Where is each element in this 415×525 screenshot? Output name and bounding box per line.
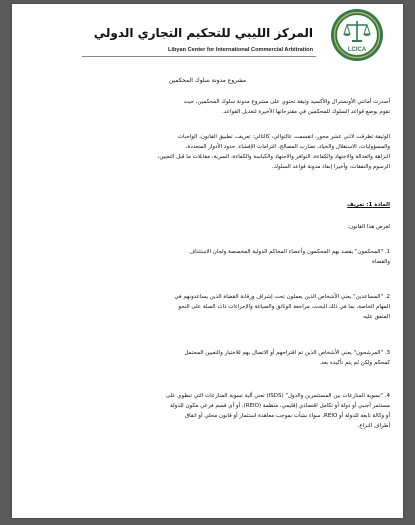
header-divider (82, 56, 316, 57)
text-line: 1. "المحكمون" يقصد بهم المحكمون وأعضاء المحاكم الدولية المخصصة ولجان الاستئناف (189, 249, 390, 255)
text-line: أو وكالة تابعة للدولة أو REIO، سواء نشأت بموجب معاهدة استثمار أو قانون محلي أو اتفاق (184, 413, 390, 419)
text-line: 4. "تسوية المنازعات بين المستثمرين والدول" (ISDS) تعني آلية تسوية المنازعات التي تنطوي على (165, 393, 390, 399)
text-line: الوثيقة تطرقت لاثني عشر محور، انقسمت عالتوالي، كالتالي: تعريف، تطبيق القانون، الواجبات (177, 134, 390, 140)
definition-item-3 (26, 348, 390, 368)
text-line: 2. "المساعدين" يعني الأشخاص الذين يعملون تحت إشراف ورقابة القضاة الذين يساعدونهم في (174, 294, 390, 300)
text-line: تقوم بوضع قواعد السلوك للمحكمين في مقترحاتها الأخيرة لتعديل القواعد. (222, 109, 390, 115)
text-line: مستثمر أجنبي أو دولة أو تكامل اقتصادي إقليمي، منظمة (REIO)، أو أي قسم فرعي مكون للدولة (170, 403, 390, 409)
text-line: كمحكم ولكن لم يتم تأكيده بعد. (319, 360, 390, 366)
org-name-english: Libyan Center for International Commercial Arbitration (168, 47, 313, 53)
text-line: أصدرت أمانتي الأونسترال والأكسيد وثيقة تحتوي على مشروع مدونة سلوك المحكمين، حيث (183, 99, 390, 105)
lcica-logo (330, 8, 384, 62)
article-heading: المادة 1: تعريف (347, 202, 390, 208)
topics-paragraph (26, 132, 390, 172)
document-title: مشروع مدونة سلوك المحكمين (168, 77, 247, 84)
text-line: النزاهة والعدالة والاجتهاد والكفاءة، التوافر والاجتهاد والكياسة والكفاءة، السرية، مقابلات ما قبل التعيين، (157, 154, 390, 160)
text-line: 3. "المرشحون" يعني الأشخاص الذين تم اقتراحهم أو الاتصال بهم للاختيار والتعيين المحتمل (184, 350, 390, 356)
text-line: والمسؤوليات، الاستقلال والحياد، تضارب المصالح، التزامات الإفشاء، حدود الأدوار المتعددة، (185, 144, 390, 150)
text-line: المهام الخاصة، بما في ذلك البحث، مراجعة الوثائق والصياغة والإجراءات ذات الصلة على النحو (178, 304, 390, 310)
definition-item-2 (26, 292, 390, 322)
intro-paragraph (26, 97, 390, 117)
text-line: المتفق عليه (363, 314, 390, 320)
logo-text: LCICA (347, 47, 367, 53)
definition-item-1 (26, 247, 390, 267)
document-page (12, 4, 403, 518)
org-name-arabic: المركز الليبي للتحكيم التجاري الدولي (93, 26, 313, 40)
text-line: أطراف النزاع. (357, 423, 390, 429)
text-line: الرسوم والنفقات، وأخيرا إنفاذ مدونة قواعد السلوك. (271, 164, 390, 170)
text-line: والقضاة (372, 259, 390, 265)
article-intro: لغرض هذا القانون: (347, 224, 390, 230)
definition-item-4 (26, 391, 390, 431)
